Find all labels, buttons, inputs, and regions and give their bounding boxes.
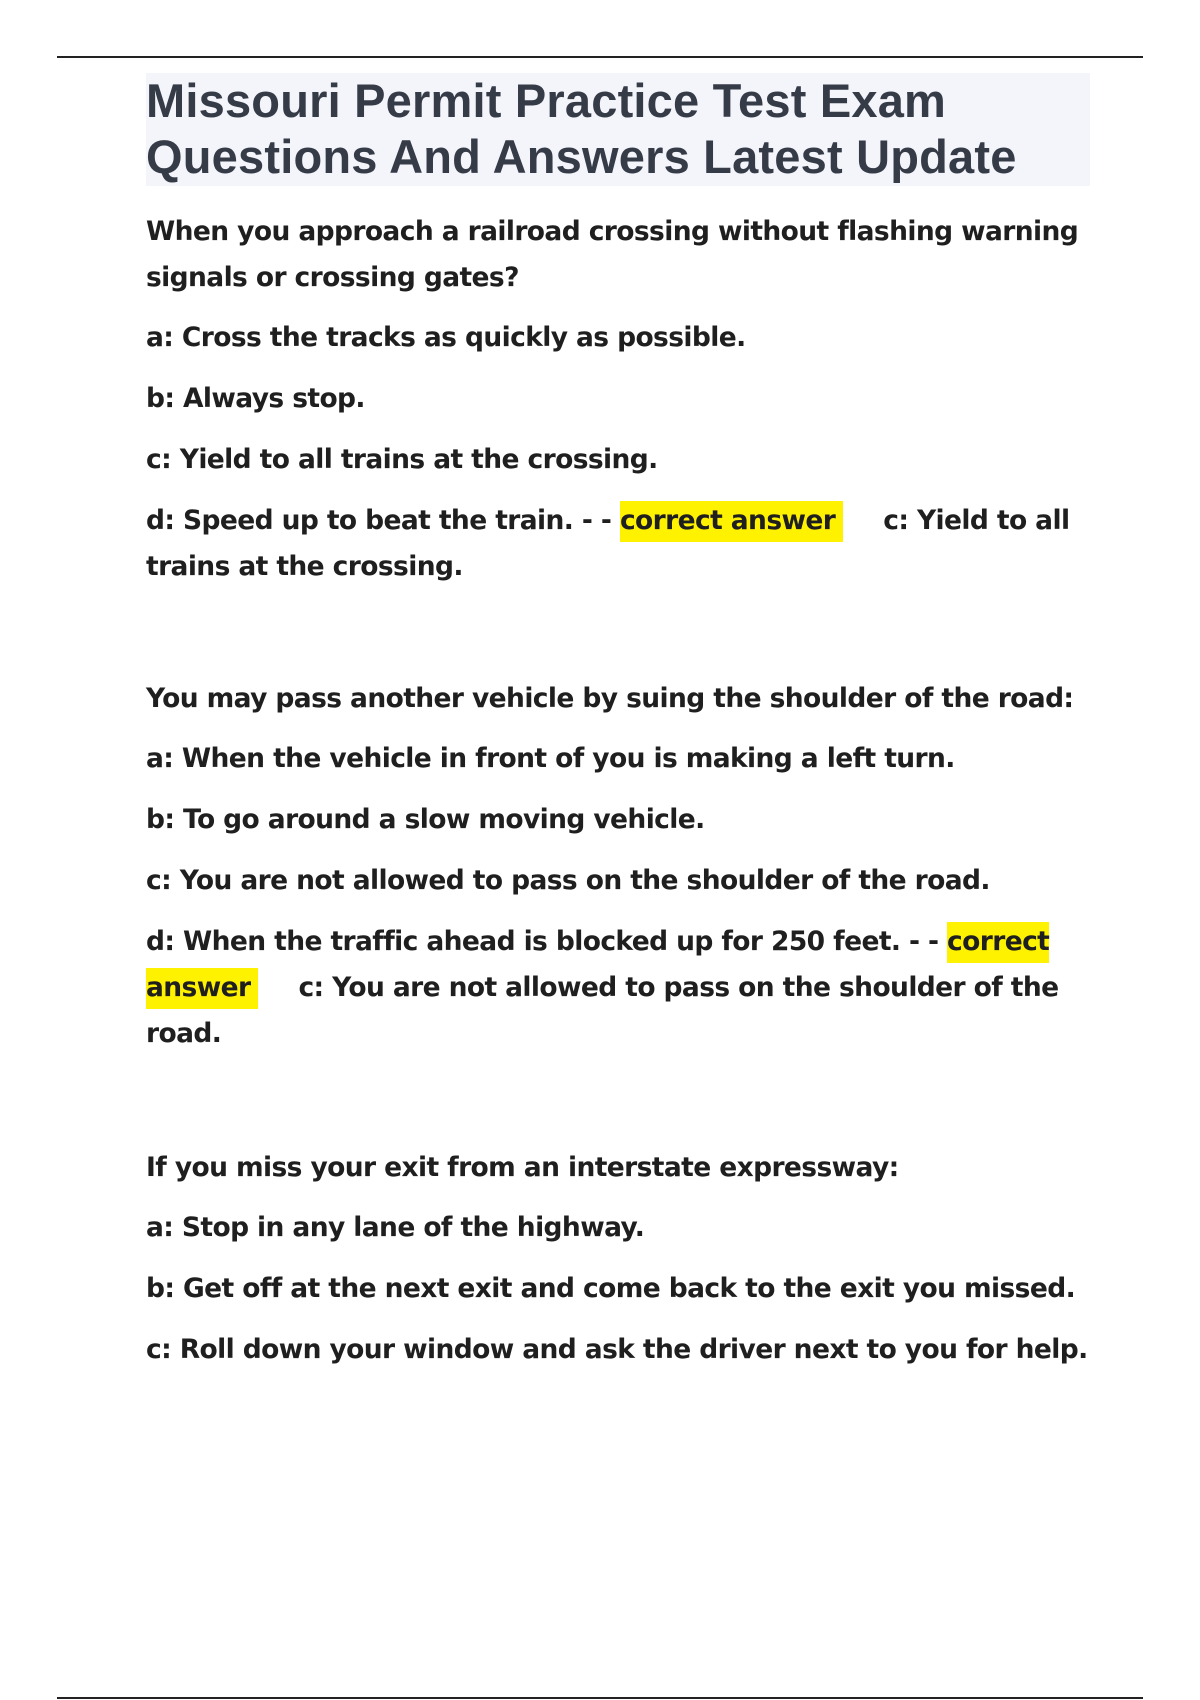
bottom-rule: [57, 1697, 1143, 1699]
question-text: When you approach a railroad crossing without flashing warning signals or crossing gates?: [146, 216, 1079, 293]
option-d-with-answer: [146, 498, 1096, 590]
document-body: [146, 209, 1096, 1388]
option-d: d: When the traffic ahead is blocked up for 250 feet. - -: [146, 926, 939, 957]
page-title: Missouri Permit Practice Test Exam Questions And Answers Latest Update: [146, 74, 1017, 183]
title-box: [146, 73, 1090, 186]
question-text: If you miss your exit from an interstate expressway:: [146, 1152, 899, 1183]
option-d-with-answer: [146, 919, 1096, 1057]
question-block-2: [146, 676, 1096, 1057]
question-block-1: [146, 209, 1096, 590]
answer-text: c: You are not allowed to pass on the shoulder of the road.: [146, 972, 1059, 1049]
option-a: a: Stop in any lane of the highway.: [146, 1212, 645, 1243]
question-text: You may pass another vehicle by suing the shoulder of the road:: [146, 683, 1074, 714]
option-b: b: Always stop.: [146, 383, 365, 414]
question-block-3: [146, 1145, 1096, 1373]
option-a: a: Cross the tracks as quickly as possible.: [146, 322, 746, 353]
option-d: d: Speed up to beat the train. - -: [146, 505, 612, 536]
top-rule: [57, 56, 1143, 58]
option-a: a: When the vehicle in front of you is making a left turn.: [146, 743, 955, 774]
correct-answer-highlight: correct answer: [620, 501, 843, 542]
option-c: c: Yield to all trains at the crossing.: [146, 444, 658, 475]
option-c: c: You are not allowed to pass on the shoulder of the road.: [146, 865, 990, 896]
option-b: b: To go around a slow moving vehicle.: [146, 804, 705, 835]
option-b: b: Get off at the next exit and come back to the exit you missed.: [146, 1273, 1076, 1304]
answer-text: c: Yield to all trains at the crossing.: [146, 505, 1070, 582]
correct-answer-highlight: correct answer: [146, 922, 1049, 1009]
option-c: c: Roll down your window and ask the driver next to you for help.: [146, 1334, 1088, 1365]
